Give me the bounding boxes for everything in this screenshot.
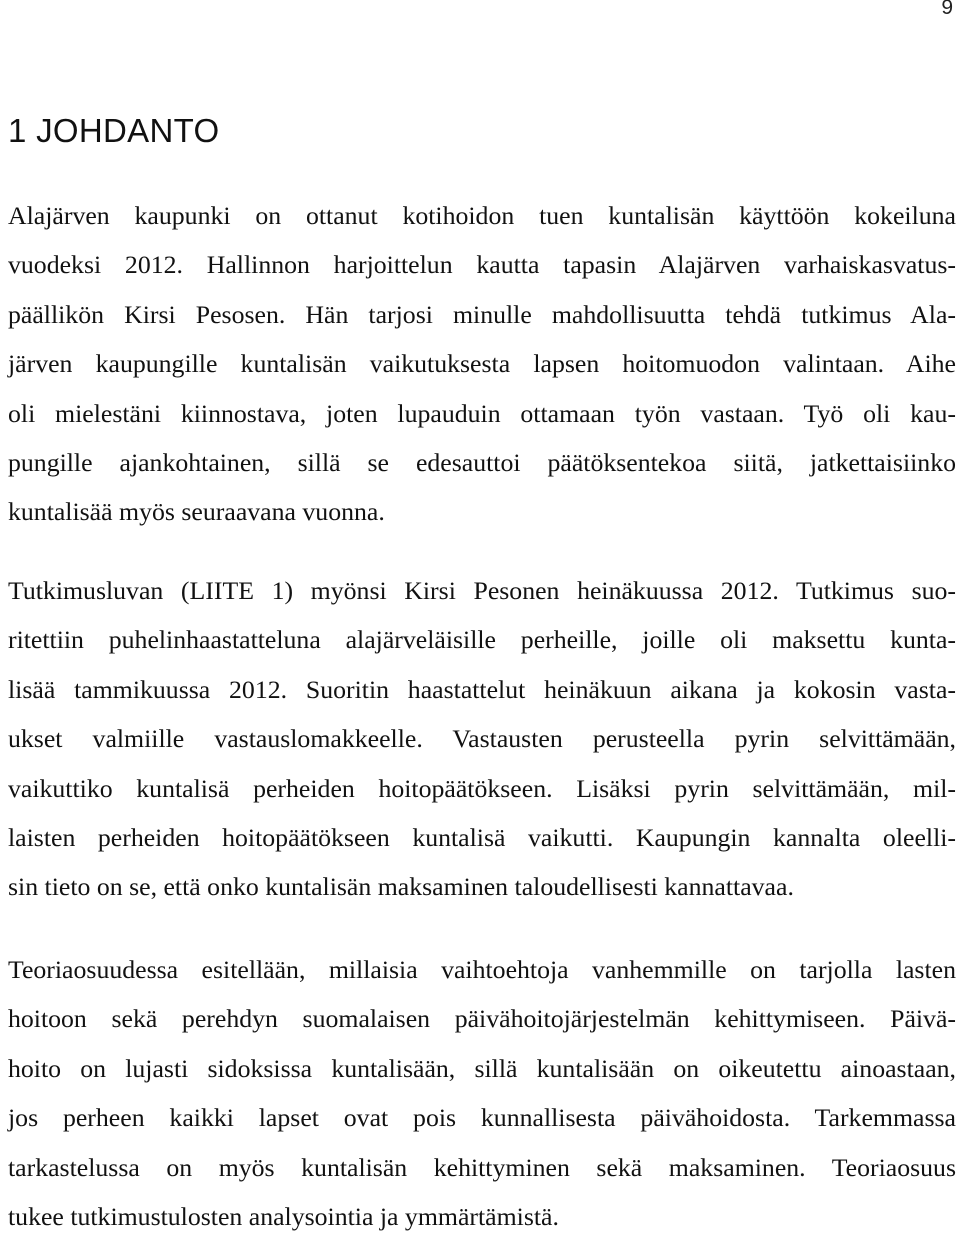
- paragraph-research: [8, 566, 956, 912]
- paragraph-line: tukee tutkimustulosten analysointia ja ymmärtämistä.: [8, 1201, 559, 1231]
- paragraph-line: lisää tammikuussa 2012. Suoritin haastattelut heinäkuun aikana ja kokosin vasta-: [8, 674, 956, 704]
- paragraph-line: vuodeksi 2012. Hallinnon harjoittelun kautta tapasin Alajärven varhaiskasvatus-: [8, 250, 956, 280]
- paragraph-line: jos perheen kaikki lapset ovat pois kunnallisesta päivähoidosta. Tarkemmassa: [8, 1103, 956, 1133]
- paragraph-line: ukset valmiille vastauslomakkeelle. Vastausten perusteella pyrin selvittämään,: [8, 724, 956, 754]
- paragraph-line: ritettiin puhelinhaastatteluna alajärveläisille perheille, joille oli maksettu kunta-: [8, 625, 956, 655]
- paragraph-line: tarkastelussa on myös kuntalisän kehittyminen sekä maksaminen. Teoriaosuus: [8, 1152, 956, 1182]
- paragraph-line: vaikuttiko kuntalisä perheiden hoitopäätökseen. Lisäksi pyrin selvittämään, mil-: [8, 773, 956, 803]
- paragraph-line: pungille ajankohtainen, sillä se edesauttoi päätöksentekoa siitä, jatkettaisiinko: [8, 447, 956, 477]
- paragraph-line: hoitoon sekä perehdyn suomalaisen päivähoitojärjestelmän kehittymiseen. Päivä-: [8, 1004, 956, 1034]
- paragraph-intro: [8, 191, 956, 537]
- paragraph-line: järven kaupungille kuntalisän vaikutuksesta lapsen hoitomuodon valintaan. Aihe: [8, 349, 956, 379]
- paragraph-line: oli mielestäni kiinnostava, joten lupauduin ottamaan työn vastaan. Työ oli kau-: [8, 398, 956, 428]
- paragraph-line: sin tieto on se, että onko kuntalisän maksaminen taloudellisesti kannattavaa.: [8, 872, 794, 902]
- chapter-heading: 1 JOHDANTO: [8, 112, 220, 149]
- paragraph-line: Tutkimusluvan (LIITE 1) myönsi Kirsi Pesonen heinäkuussa 2012. Tutkimus suo-: [8, 576, 956, 605]
- paragraph-line: kuntalisää myös seuraavana vuonna.: [8, 497, 385, 527]
- paragraph-line: päällikön Kirsi Pesosen. Hän tarjosi minulle mahdollisuutta tehdä tutkimus Ala-: [8, 299, 956, 329]
- paragraph-line: Alajärven kaupunki on ottanut kotihoidon tuen kuntalisän käyttöön kokeiluna: [8, 201, 956, 230]
- paragraph-line: laisten perheiden hoitopäätökseen kuntalisä vaikutti. Kaupungin kannalta oleelli-: [8, 822, 956, 852]
- paragraph-line: hoito on lujasti sidoksissa kuntalisään, sillä kuntalisään on oikeutettu ainoastaan,: [8, 1053, 956, 1083]
- paragraph-theory: [8, 945, 956, 1241]
- paragraph-line: Teoriaosuudessa esitellään, millaisia vaihtoehtoja vanhemmille on tarjolla lasten: [8, 955, 956, 984]
- page-number: 9: [941, 0, 953, 19]
